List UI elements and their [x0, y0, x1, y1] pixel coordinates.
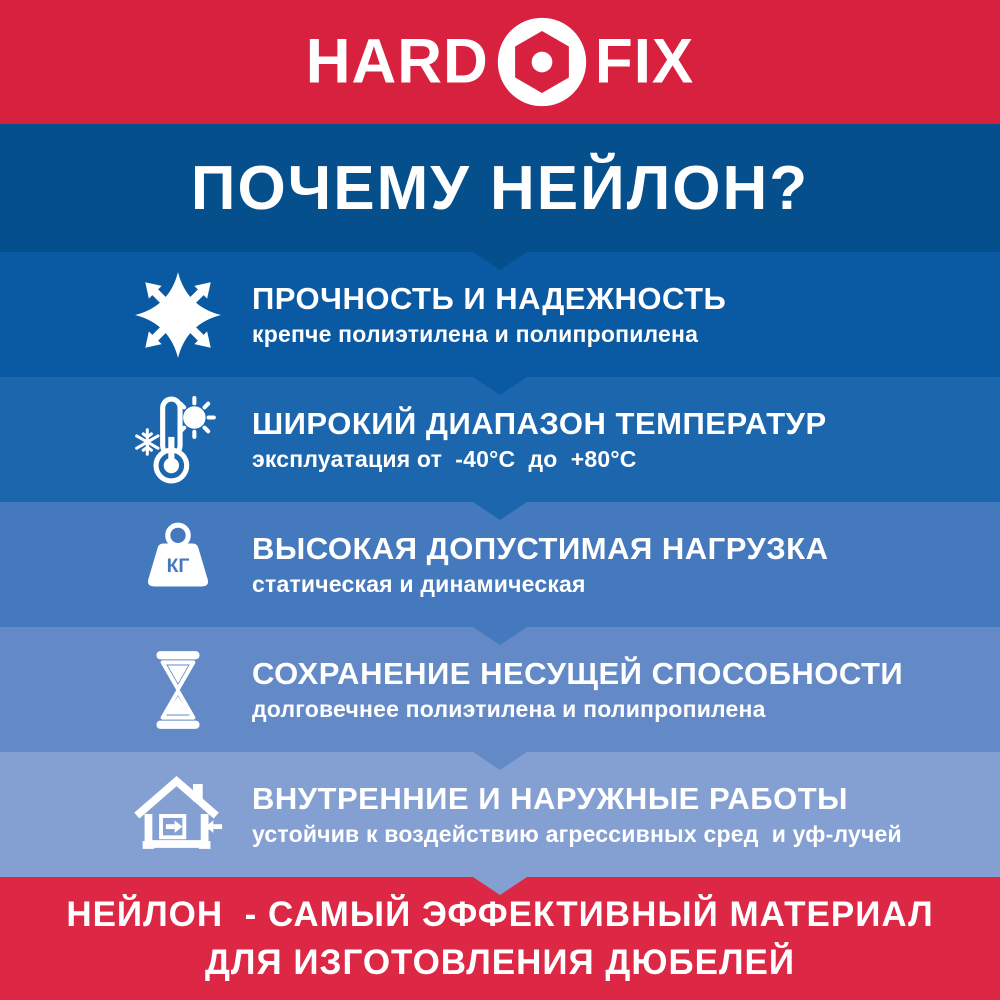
feature-subtitle: долговечнее полиэтилена и полипропилена [252, 696, 766, 723]
feature-row-load [0, 502, 1000, 627]
weight-label: КГ [166, 554, 190, 577]
page-title: ПОЧЕМУ НЕЙЛОН? [190, 153, 810, 223]
expand-arrows-icon [130, 267, 226, 363]
logo-text-fix: FIX [594, 26, 695, 97]
brand-header [0, 0, 1000, 124]
feature-text-block [252, 781, 902, 849]
brand-logo [306, 15, 695, 109]
feature-text-block [252, 656, 903, 724]
feature-subtitle: эксплуатация от -40°С до +80°С [252, 446, 637, 473]
feature-row-temperature [0, 377, 1000, 502]
feature-title: ВЫСОКАЯ ДОПУСТИМАЯ НАГРУЗКА [252, 530, 829, 566]
feature-text-block [252, 531, 829, 599]
footer-band [0, 877, 1000, 1000]
logo-text-hard: HARD [305, 26, 489, 97]
feature-title: СОХРАНЕНИЕ НЕСУЩЕЙ СПОСОБНОСТИ [252, 655, 904, 691]
headline-band [0, 124, 1000, 252]
feature-row-indoor-outdoor [0, 752, 1000, 877]
chevron-down-icon [473, 502, 527, 520]
footer-line-1: НЕЙЛОН - САМЫЙ ЭФФЕКТИВНЫЙ МАТЕРИАЛ [66, 894, 934, 934]
feature-subtitle: статическая и динамическая [252, 571, 586, 598]
feature-text-block [252, 406, 827, 474]
chevron-down-icon [473, 627, 527, 645]
thermometer-sun-snowflake-icon [130, 392, 226, 488]
hex-nut-icon [495, 15, 589, 109]
chevron-down-icon [473, 377, 527, 395]
feature-row-strength [0, 252, 1000, 377]
chevron-down-icon [473, 252, 527, 270]
feature-title: ШИРОКИЙ ДИАПАЗОН ТЕМПЕРАТУР [252, 405, 827, 441]
weight-kg-icon [130, 517, 226, 613]
snowflake [137, 429, 158, 454]
feature-text-block [252, 281, 726, 349]
feature-title: ВНУТРЕННИЕ И НАРУЖНЫЕ РАБОТЫ [252, 780, 848, 816]
hourglass-icon [130, 642, 226, 738]
feature-subtitle: крепче полиэтилена и полипропилена [252, 321, 699, 348]
house-in-out-arrows-icon [130, 767, 226, 863]
feature-title: ПРОЧНОСТЬ И НАДЕЖНОСТЬ [252, 280, 727, 316]
footer-line-2: ДЛЯ ИЗГОТОВЛЕНИЯ ДЮБЕЛЕЙ [205, 942, 795, 982]
feature-subtitle: устойчив к воздействию агрессивных сред и уф-лучей [252, 821, 902, 848]
chevron-down-icon [473, 752, 527, 770]
feature-row-durability [0, 627, 1000, 752]
chevron-down-icon [473, 877, 527, 895]
